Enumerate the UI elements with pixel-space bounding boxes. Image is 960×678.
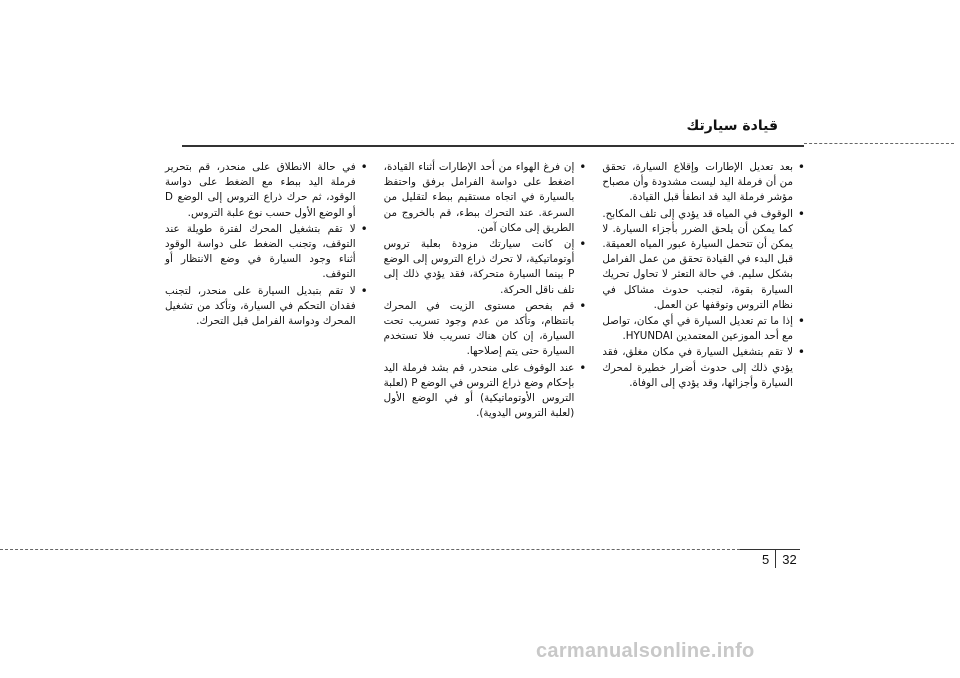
header-dashed-line xyxy=(804,143,954,144)
bullet-paragraph: • إن كانت سيارتك مزودة بعلبة تروس أوتوماتيكية، لا تحرك ذراع التروس إلى الوضع P بينما السيارة متحركة، فقد يؤدي ذلك إلى تلف ناقل الحركة. xyxy=(384,237,587,298)
bullet-paragraph: • قم بفحص مستوى الزيت في المحرك بانتظام، وتأكد من عدم وجود تسريب تحت السيارة، إن كان هناك تسريب فلا تستخدم السيارة حتى يتم إصلاحها. xyxy=(384,299,587,360)
bullet-paragraph: • عند الوقوف على منحدر، قم بشد فرملة اليد بإحكام وضع ذراع التروس في الوضع P (لعلبة التروس الأوتوماتيكية) أو في الوضع الأول (لعلبة التروس اليدوية). xyxy=(384,361,587,422)
watermark: carmanualsonline.info xyxy=(536,640,755,662)
page-number xyxy=(762,548,797,570)
bullet-paragraph: • لا تقم بتشغيل السيارة في مكان مغلق، فقد يؤدي ذلك إلى حدوث أضرار خطيرة لمحرك السيارة وأجزائها، وقد يؤدي إلى الوفاة. xyxy=(602,345,805,391)
column-left xyxy=(165,160,368,515)
column-middle xyxy=(384,160,587,515)
header-rule xyxy=(182,145,804,147)
text-columns xyxy=(165,160,805,515)
bullet-paragraph: • لا تقم بتشغيل المحرك لفترة طويلة عند التوقف، وتجنب الضغط على دواسة الوقود أثناء وجود السيارة في وضع الانتظار أو التوقف. xyxy=(165,222,368,283)
bullet-paragraph: • في حالة الانطلاق على منحدر، قم بتحرير فرملة اليد ببطء مع الضغط على دواسة الوقود، ثم حرك ذراع التروس إلى الوضع D أو الوضع الأول حسب نوع علبة التروس. xyxy=(165,160,368,221)
bullet-paragraph: • بعد تعديل الإطارات وإقلاع السيارة، تحقق من أن فرملة اليد ليست مشدودة وأن مصباح مؤشر فرملة اليد قد انطفأ قبل القيادة. xyxy=(602,160,805,206)
footer-dashed-line xyxy=(0,549,740,550)
bullet-paragraph: • الوقوف في المياه قد يؤدي إلى تلف المكابح. كما يمكن أن يلحق الضرر بأجزاء السيارة. لا يمكن أن تتحمل السيارة عبور المياه العميقة. قبل البدء في القيادة تحقق من عمل الفرامل بشكل سليم. في حالة التعثر لا تحاول تحريك السيارة بقوة، لتجنب حدوث مشاكل في نظام التروس وتوقفها عن العمل. xyxy=(602,207,805,313)
section-title: قيادة سيارتك xyxy=(686,118,778,134)
column-right xyxy=(602,160,805,515)
page-index: 32 xyxy=(782,551,797,567)
bullet-paragraph: • لا تقم بتبديل السيارة على منحدر، لتجنب فقدان التحكم في السيارة، وتأكد من تشغيل المحرك ودواسة الفرامل قبل التحرك. xyxy=(165,284,368,330)
bullet-paragraph: • إذا ما تم تعديل السيارة في أي مكان، تواصل مع أحد الموزعين المعتمدين HYUNDAI. xyxy=(602,314,805,344)
bullet-paragraph: • إن فرغ الهواء من أحد الإطارات أثناء القيادة، اضغط على دواسة الفرامل برفق واحتفظ بالسيارة في اتجاه مستقيم ببطء لتقليل من السرعة. عند التحرك ببطء، قم بالخروج من الطريق إلى مكان آمن. xyxy=(384,160,587,236)
chapter-number: 5 xyxy=(762,551,770,567)
